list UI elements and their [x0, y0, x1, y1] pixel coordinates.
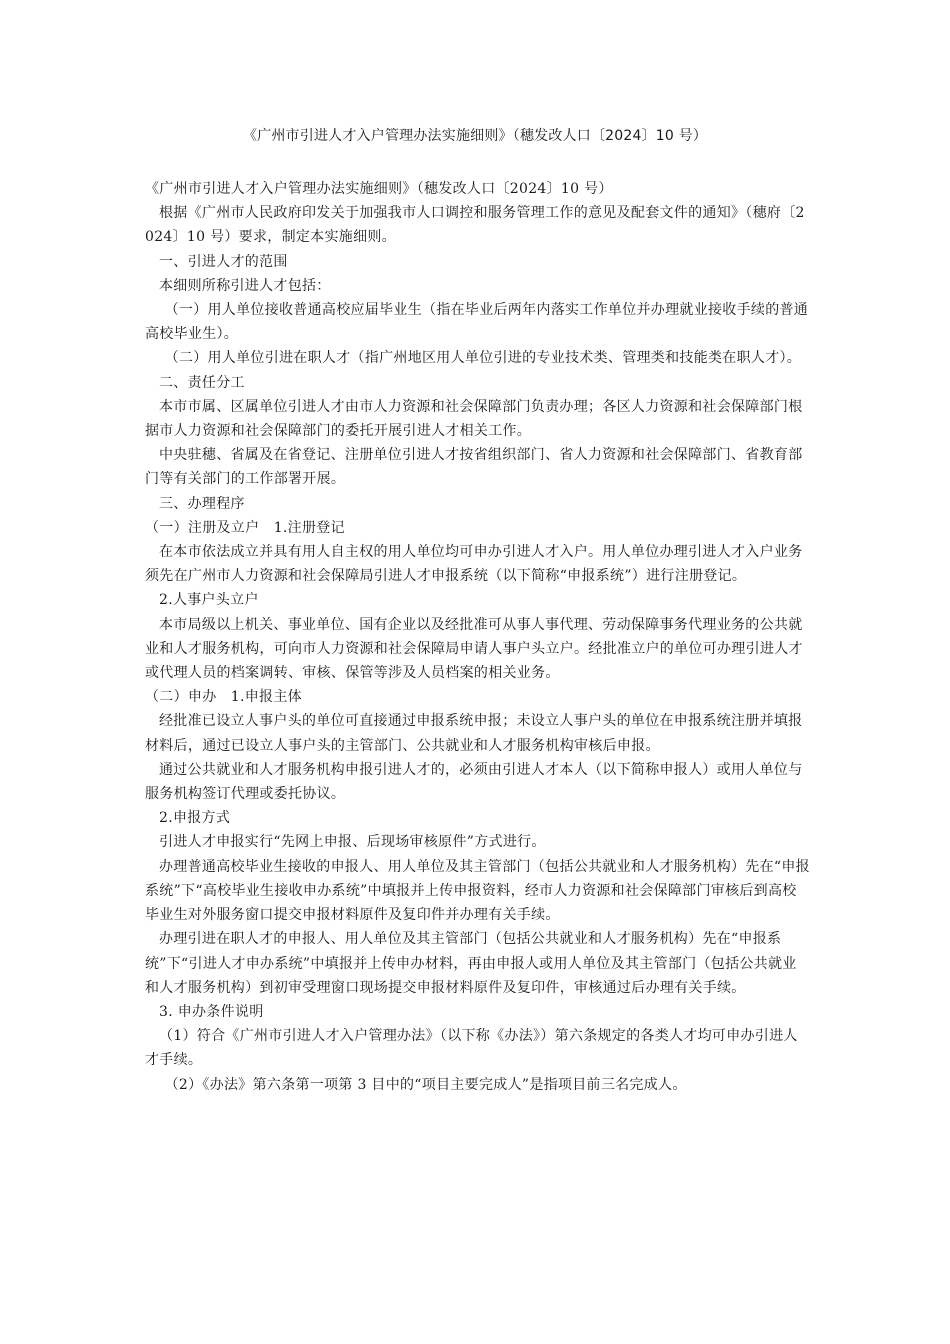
document-paragraph: 2.申报方式: [159, 810, 231, 827]
document-paragraph: 本市局级以上机关、事业单位、国有企业以及经批准可从事人事代理、劳动保障事务代理业务的公共就业和人才服务机构，可向市人力资源和社会保障局申请人事户头立户。经批准立户的单位可办理引进人才或代理人员的档案调转、审核、保管等涉及人员档案的相关业务。: [145, 616, 803, 682]
document-paragraph: 一、引进人才的范围: [159, 253, 288, 270]
document-paragraph: 办理普通高校毕业生接收的申报人、用人单位及其主管部门（包括公共就业和人才服务机构）先在“申报系统”下“高校毕业生接收申办系统”中填报并上传申报资料，经市人力资源和社会保障部门审核后到高校毕业生对外服务窗口提交申报材料原件及复印件并办理有关手续。: [145, 858, 810, 924]
document-paragraph: 本细则所称引进人才包括：: [159, 277, 331, 294]
document-paragraph: 根据《广州市人民政府印发关于加强我市人口调控和服务管理工作的意见及配套文件的通知》（穗府〔2024〕10 号）要求，制定本实施细则。: [145, 205, 805, 246]
document-paragraph: （一）注册及立户 1.注册登记: [145, 519, 345, 536]
document-paragraph: （二）用人单位引进在职人才（指广州地区用人单位引进的专业技术类、管理类和技能类在职人才）。: [164, 350, 802, 367]
document-title: 《广州市引进人才入户管理办法实施细则》（穗发改人口〔2024〕10 号）: [242, 128, 708, 144]
document-paragraph: （二）申办 1.申报主体: [145, 689, 302, 706]
document-paragraph: 引进人才申报实行“先网上申报、后现场审核原件”方式进行。: [159, 834, 546, 851]
document-paragraph: 经批准已设立人事户头的单位可直接通过申报系统申报；未设立人事户头的单位在申报系统注册并填报材料后，通过已设立人事户头的主管部门、公共就业和人才服务机构审核后申报。: [145, 713, 803, 754]
document-paragraph: （一）用人单位接收普通高校应届毕业生（指在毕业后两年内落实工作单位并办理就业接收手续的普通高校毕业生）。: [145, 302, 809, 343]
document-paragraph: 在本市依法成立并具有用人自主权的用人单位均可申办引进人才入户。用人单位办理引进人才入户业务须先在广州市人力资源和社会保障局引进人才申报系统（以下简称“申报系统”）进行注册登记。: [145, 544, 803, 585]
document-body: [145, 177, 810, 1097]
document-paragraph: （2）《办法》第六条第一项第 3 目中的“项目主要完成人”是指项目前三名完成人。: [164, 1076, 687, 1093]
document-paragraph: 三、办理程序: [159, 495, 245, 512]
document-paragraph: 中央驻穗、省属及在省登记、注册单位引进人才按省组织部门、省人力资源和社会保障部门、省教育部门等有关部门的工作部署开展。: [145, 447, 803, 488]
document-paragraph: 《广州市引进人才入户管理办法实施细则》（穗发改人口〔2024〕10 号）: [145, 181, 613, 197]
document-paragraph: （1）符合《广州市引进人才入户管理办法》（以下称《办法》）第六条规定的各类人才均可申办引进人才手续。: [145, 1028, 798, 1069]
document-paragraph: 3. 申办条件说明: [159, 1003, 264, 1020]
document-paragraph: 本市市属、区属单位引进人才由市人力资源和社会保障部门负责办理；各区人力资源和社会保障部门根据市人力资源和社会保障部门的委托开展引进人才相关工作。: [145, 398, 803, 440]
document-paragraph: 二、责任分工: [159, 374, 245, 391]
document-paragraph: 2.人事户头立户: [159, 592, 259, 609]
document-paragraph: 通过公共就业和人才服务机构申报引进人才的，必须由引进人才本人（以下简称申报人）或用人单位与服务机构签订代理或委托协议。: [145, 761, 803, 803]
document-paragraph: 办理引进在职人才的申报人、用人单位及其主管部门（包括公共就业和人才服务机构）先在“申报系统”下“引进人才申办系统”中填报并上传申办材料，再由申报人或用人单位及其主管部门（包括公共就业和人才服务机构）到初审受理窗口现场提交申报材料原件及复印件，审核通过后办理有关手续。: [145, 931, 797, 996]
